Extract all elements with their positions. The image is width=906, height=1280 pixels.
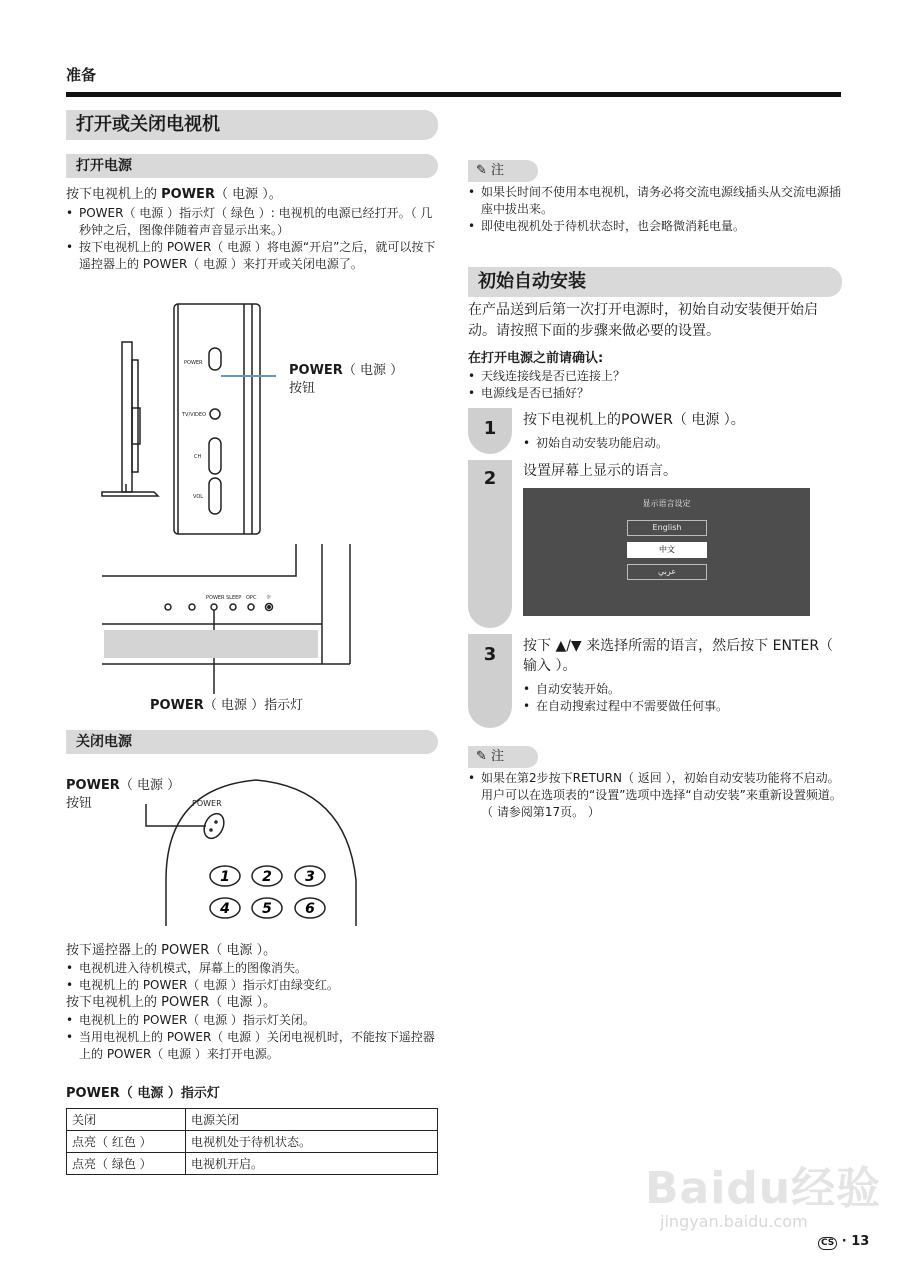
language-option-arabic[interactable]: عربي [627,564,707,580]
fig-caption-power-indicator: POWER（ 电源 ）指示灯 [150,698,304,713]
heading-power-off: 关闭电源 [66,730,438,754]
list-item: • 电源线是否已插好？ [468,385,842,402]
fig-label-tvvideo: TV/VIDEO [182,412,206,418]
remote-caption: POWER（ 电源 ） 按钮 [66,778,181,811]
language-screen [523,488,810,616]
list-item: • 自动安装开始。 [523,681,843,698]
power-off-text [66,942,438,1063]
remote-figure [140,770,370,930]
list-item: • 电视机上的 POWER（ 电源 ）指示灯由绿变红。 [66,977,438,994]
fig-label-ch: CH [194,454,202,460]
list-item: • 天线连接线是否已连接上？ [468,368,842,385]
section-title-power: 打开或关闭电视机 [66,110,438,140]
indicator-title: POWER（ 电源 ）指示灯 [66,1086,220,1101]
step-2-text: 设置屏幕上显示的语言。 [523,463,677,479]
page-number: CS · 13 [818,1234,869,1250]
step-3-bullets [523,681,843,715]
language-option-chinese[interactable]: 中文 [627,542,707,558]
list-item: • 即使电视机处于待机状态时，也会略微消耗电量。 [468,218,842,235]
remote-key-label: 4 [220,901,230,917]
check-list [468,368,842,402]
note-1 [468,184,842,235]
table-row: 点亮（ 红色 ） 电视机处于待机状态。 [67,1131,438,1153]
step-1-tab: 1 [468,408,512,454]
list-item: • 电视机上的 POWER（ 电源 ）指示灯关闭。 [66,1012,438,1029]
fig-label-vol: VOL [193,494,204,500]
list-item: • 如果在第2步按下RETURN（ 返回 ），初始自动安装功能将不启动。用户可以在选项表的“设置”选项中选择“自动安装”来重新设置频道。（ 请参阅第17页。 ） [468,770,842,821]
remote-key-label: 1 [220,869,230,885]
remote-key-label: 2 [262,869,272,885]
section-label: 准备 [66,66,97,84]
power-off-p2: 按下电视机上的 POWER（ 电源 ）。 [66,995,277,1010]
tv-side-figure [96,298,442,548]
step-2-tab: 2 [468,460,512,628]
section-title-auto: 初始自动安装 [468,267,842,297]
front-label-power: POWER [206,595,225,601]
list-item: • 按下电视机上的 POWER（ 电源 ）将电源“开启”之后，就可以按下遥控器上的 POWER（ 电源 ）来打开或关闭电源了。 [66,239,438,273]
note-tag-1: ✎ 注 [468,160,538,182]
pencil-icon: ✎ [476,163,487,178]
check-title: 在打开电源之前请确认: [468,351,604,366]
list-item: • 当用电视机上的 POWER（ 电源 ）关闭电视机时，不能按下遥控器上的 POWER（ 电源 ）来打开电源。 [66,1029,438,1063]
language-option-english[interactable]: English [627,520,707,536]
list-item: • 如果长时间不使用本电视机，请务必将交流电源线插头从交流电源插座中拔出来。 [468,184,842,218]
language-badge: CS [818,1237,837,1250]
remote-power-label: POWER [192,799,222,808]
note-tag-2: ✎ 注 [468,746,538,768]
fig-caption-power-button: POWER（ 电源 ） 按钮 [289,363,404,396]
front-label-sun: ☼ [266,594,272,601]
screen-title: 显示语言设定 [642,499,691,508]
front-label-sleep: SLEEP [226,595,242,601]
list-item: • POWER（ 电源 ）指示灯（ 绿色 ）: 电视机的电源已经打开。（ 几秒钟之后，图像伴随着声音显示出来。） [66,205,438,239]
remote-key-label: 5 [262,901,272,917]
power-off-p1: 按下遥控器上的 POWER（ 电源 ）。 [66,943,277,958]
list-item: • 在自动搜索过程中不需要做任何事。 [523,698,843,715]
heading-power-on: 打开电源 [66,154,438,178]
front-label-opc: OPC [246,595,257,601]
watermark-logo: Baidu经验 [645,1163,882,1214]
step-3-text: 按下 ▲/▼ 来选择所需的语言，然后按下 ENTER（ 输入 ）。 [523,638,834,674]
tv-front-figure [96,544,356,694]
power-on-bullets [66,205,438,273]
table-row: 关闭 电源关闭 [67,1109,438,1131]
power-on-intro: 按下电视机上的 POWER（ 电源 ）。 [66,187,282,202]
remote-key-label: 6 [305,901,315,917]
remote-key-label: 3 [305,869,315,885]
list-item: • 初始自动安装功能启动。 [523,435,856,452]
auto-intro: 在产品送到后第一次打开电源时，初始自动安装便开始启动。请按照下面的步骤来做必要的设置。 [468,302,818,339]
pencil-icon: ✎ [476,749,487,764]
list-item: • 电视机进入待机模式，屏幕上的图像消失。 [66,960,438,977]
step-1-text: 按下电视机上的POWER（ 电源 ）。 [523,412,745,428]
fig-label-power: POWER [184,360,203,366]
watermark-url: jingyan.baidu.com [660,1212,808,1231]
table-row: 点亮（ 绿色 ） 电视机开启。 [67,1153,438,1175]
note-2 [468,770,842,821]
indicator-table [66,1108,438,1175]
step-3-tab: 3 [468,634,512,728]
header-rule [66,92,841,97]
